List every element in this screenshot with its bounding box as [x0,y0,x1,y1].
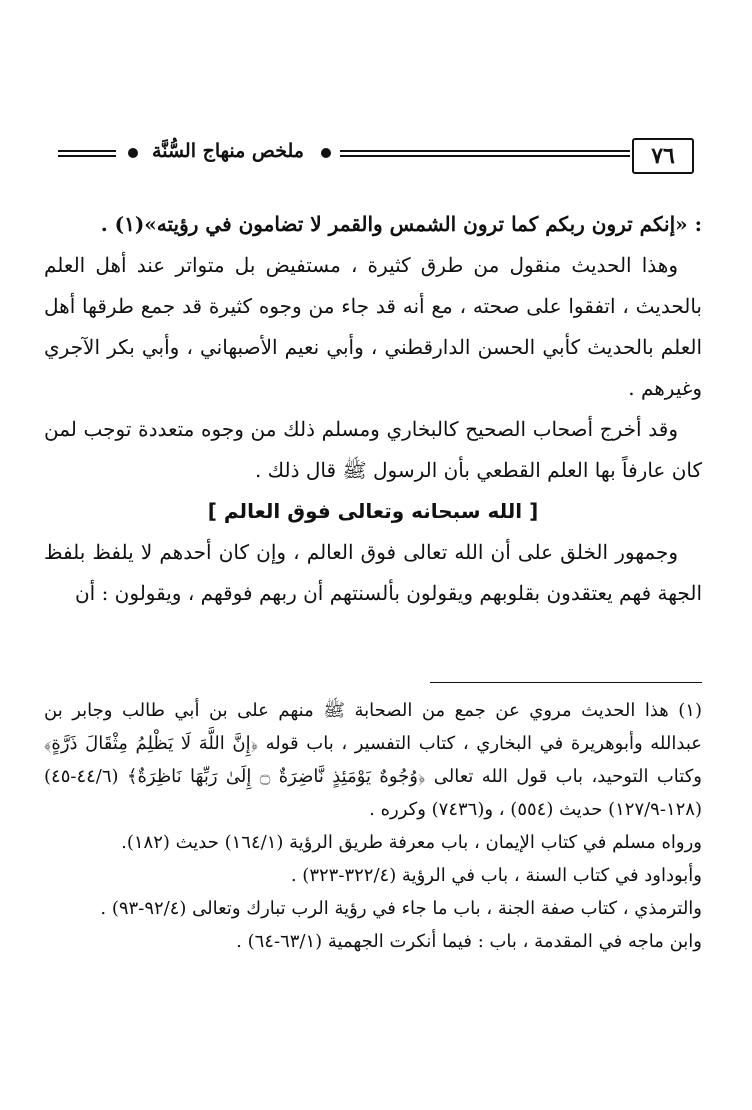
header-rule [340,149,630,159]
section-heading: [ الله سبحانه وتعالى فوق العالم ] [207,499,539,523]
footnote: ورواه مسلم في كتاب الإيمان ، باب معرفة طريق الرؤية (١٦٤/١) حديث (١٨٢). [121,832,702,853]
paragraph: وجمهور الخلق على أن الله تعالى فوق العالم ، وإن كان أحدهم لا يلفظ بلفظ الجهة فهم يعتقدون بقلوبهم ويقولون بألسنتهم أن ربهم فوقهم ، ويقولون : أن [44,540,702,605]
footnote-divider [430,682,702,683]
footnote: والترمذي ، كتاب صفة الجنة ، باب ما جاء في رؤية الرب تبارك وتعالى (٩٢/٤-٩٣) . [100,898,702,919]
page-header [40,138,700,178]
paragraph: وهذا الحديث منقول من طرق كثيرة ، مستفيض بل متواتر عند أهل العلم بالحديث ، اتفقوا على صحته ، مع أنه قد جاء من وجوه كثيرة قد جمع طرقها أهل العلم بالحديث كأبي الحسن الدارقطني ، وأبي نعيم الأصبهاني ، وأبي بكر الآجري وغيرهم . [44,253,702,400]
main-text [44,204,702,614]
footnote: (١) هذا الحديث مروي عن جمع من الصحابة ﷺ منهم على بن أبي طالب وجابر بن عبدالله وأبوهريرة في البخاري ، كتاب التفسير ، باب قوله ﴿إِنَّ اللَّهَ لَا يَظْلِمُ مِثْقَالَ ذَرَّةٍ﴾ وكتاب التوحيد، باب قول الله تعالى ﴿وُجُوهٌ يَوْمَئِذٍ نَّاضِرَةٌ ۝ إِلَىٰ رَبِّهَا نَاظِرَةٌ﴾ (٤٤/٦-٤٥) (١٢٨-١٢٧/٩) حديث (٥٥٤) ، و(٧٤٣٦) وكرره . [44,700,702,820]
book-title: ملخص منهاج السُّنَّة [152,140,304,162]
footnote: وأبوداود في كتاب السنة ، باب في الرؤية (٣٢٢/٤-٣٢٣) . [290,865,702,886]
hadith-quote: : «إنكم ترون ربكم كما ترون الشمس والقمر لا تضامون في رؤيته»(١) . [100,212,702,236]
header-rule-short [58,149,116,159]
header-dot [321,148,331,158]
footnotes [44,694,702,958]
paragraph: وقد أخرج أصحاب الصحيح كالبخاري ومسلم ذلك من وجوه متعددة توجب لمن كان عارفاً بها العلم القطعي بأن الرسول ﷺ قال ذلك . [44,417,702,482]
footnote: وابن ماجه في المقدمة ، باب : فيما أنكرت الجهمية (٦٣/١-٦٤) . [236,931,702,952]
page-number: ٧٦ [632,138,694,174]
header-dot [128,148,138,158]
